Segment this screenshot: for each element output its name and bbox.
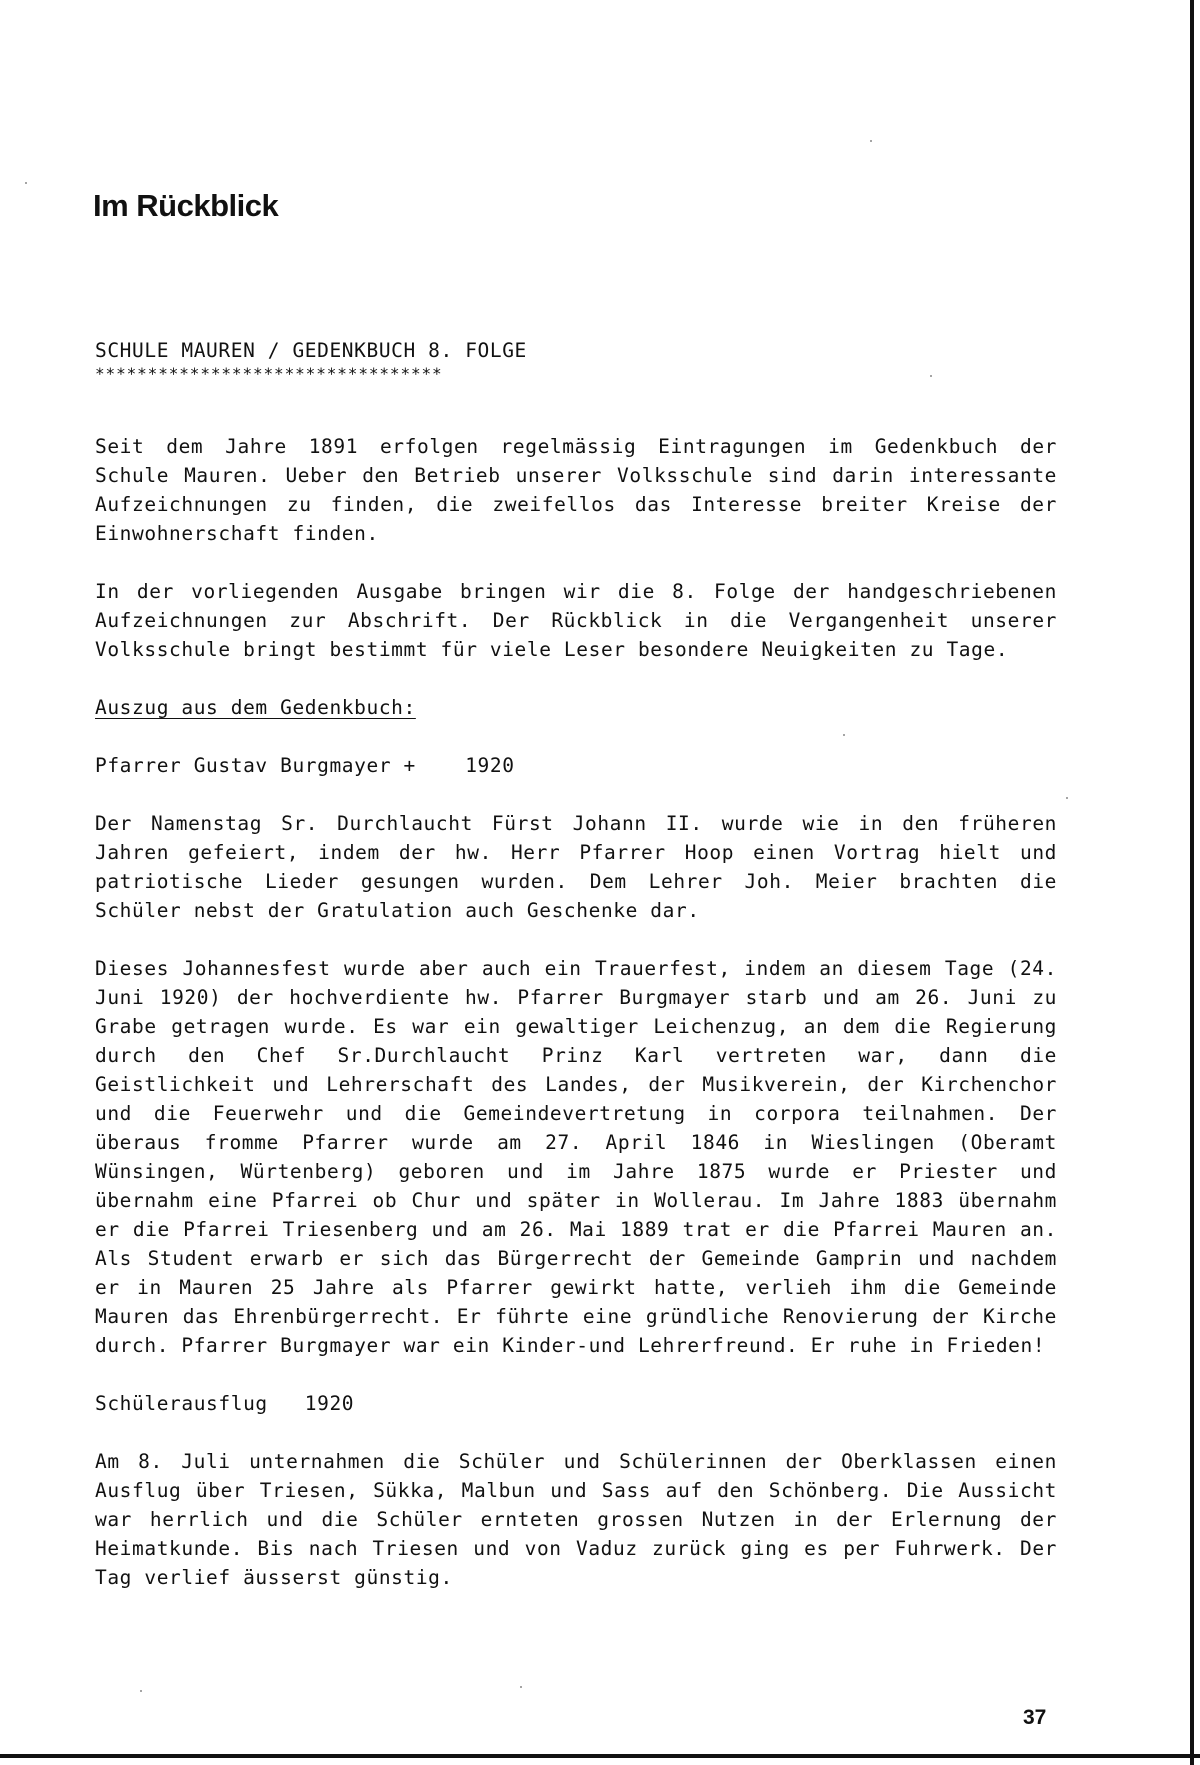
article-body xyxy=(95,336,1057,1592)
section-title: Im Rückblick xyxy=(93,188,279,223)
intro-paragraph: Seit dem Jahre 1891 erfolgen regelmässig Eintragungen im Gedenkbuch der Schule Mauren. Ueber den Betrieb unserer Volksschule sind darin interessante Aufzeichnungen zu finden, die zweifellos das Interesse breiter Kreise der Einwohnerschaft finden. xyxy=(95,435,1057,545)
entry-paragraph: Am 8. Juli unternahmen die Schüler und Schülerinnen der Oberklassen einen Ausflug über Triesen, Sükka, Malbun und Sass auf den Schönberg. Die Aussicht war herrlich und die Schüler ernteten grossen Nutzen in der Erlernung der Heimatkunde. Bis nach Triesen und von Vaduz zurück ging es per Fuhrwerk. Der Tag verlief äusserst günstig. xyxy=(95,1450,1057,1589)
page-border-bottom xyxy=(0,1754,1200,1758)
entry-paragraph: Dieses Johannesfest wurde aber auch ein Trauerfest, indem an diesem Tage (24. Juni 1920) der hochverdiente hw. Pfarrer Burgmayer starb und am 26. Juni zu Grabe getragen wurde. Es war ein gewaltiger Leichenzug, an dem die Regierung durch den Chef Sr.Durchlaucht Prinz Karl vertreten war, dann die Geistlichkeit und Lehrerschaft des Landes, der Musikverein, der Kirchenchor und die Feuerwehr und die Gemeindevertretung in corpora teilnahmen. Der überaus fromme Pfarrer wurde am 27. April 1846 in Wieslingen (Oberamt Wünsingen, Würtenberg) geboren und im Jahre 1875 wurde er Priester und übernahm eine Pfarrei ob Chur und später in Wollerau. Im Jahre 1883 übernahm er die Pfarrei Triesenberg und am 26. Mai 1889 trat er die Pfarrei Mauren an. Als Student erwarb er sich das Bürgerrecht der Gemeinde Gamprin und nachdem er in Mauren 25 Jahre als Pfarrer gewirkt hatte, verlieh ihm die Gemeinde Mauren das Ehrenbürgerrecht. Er führte eine gründliche Renovierung der Kirche durch. Pfarrer Burgmayer war ein Kinder-und Lehrerfreund. Er ruhe in Frieden! xyxy=(95,957,1057,1357)
page-border-right xyxy=(1190,0,1194,1765)
scan-speck xyxy=(1066,797,1068,799)
scan-speck xyxy=(25,182,27,184)
page-number: 37 xyxy=(1023,1706,1047,1729)
article-heading: SCHULE MAUREN / GEDENKBUCH 8. FOLGE xyxy=(95,339,527,362)
excerpt-label: Auszug aus dem Gedenkbuch: xyxy=(95,696,416,719)
heading-asterisk-rule: ********************************* xyxy=(95,365,443,383)
entry-paragraph: Der Namenstag Sr. Durchlaucht Fürst Johann II. wurde wie in den früheren Jahren gefeiert, indem der hw. Herr Pfarrer Hoop einen Vortrag hielt und patriotische Lieder gesungen wurden. Dem Lehrer Joh. Meier brachten die Schüler nebst der Gratulation auch Geschenke dar. xyxy=(95,812,1057,922)
intro-paragraph: In der vorliegenden Ausgabe bringen wir die 8. Folge der handgeschriebenen Aufzeichnungen zur Abschrift. Der Rückblick in die Vergangenheit unserer Volksschule bringt bestimmt für viele Leser besondere Neuigkeiten zu Tage. xyxy=(95,580,1057,661)
scan-speck xyxy=(843,734,845,736)
scan-speck xyxy=(140,1690,142,1692)
scan-speck xyxy=(870,140,872,142)
entry-title: Pfarrer Gustav Burgmayer + 1920 xyxy=(95,754,515,777)
scan-speck xyxy=(520,1686,522,1688)
entry-title: Schülerausflug 1920 xyxy=(95,1392,355,1415)
scan-speck xyxy=(930,375,932,377)
